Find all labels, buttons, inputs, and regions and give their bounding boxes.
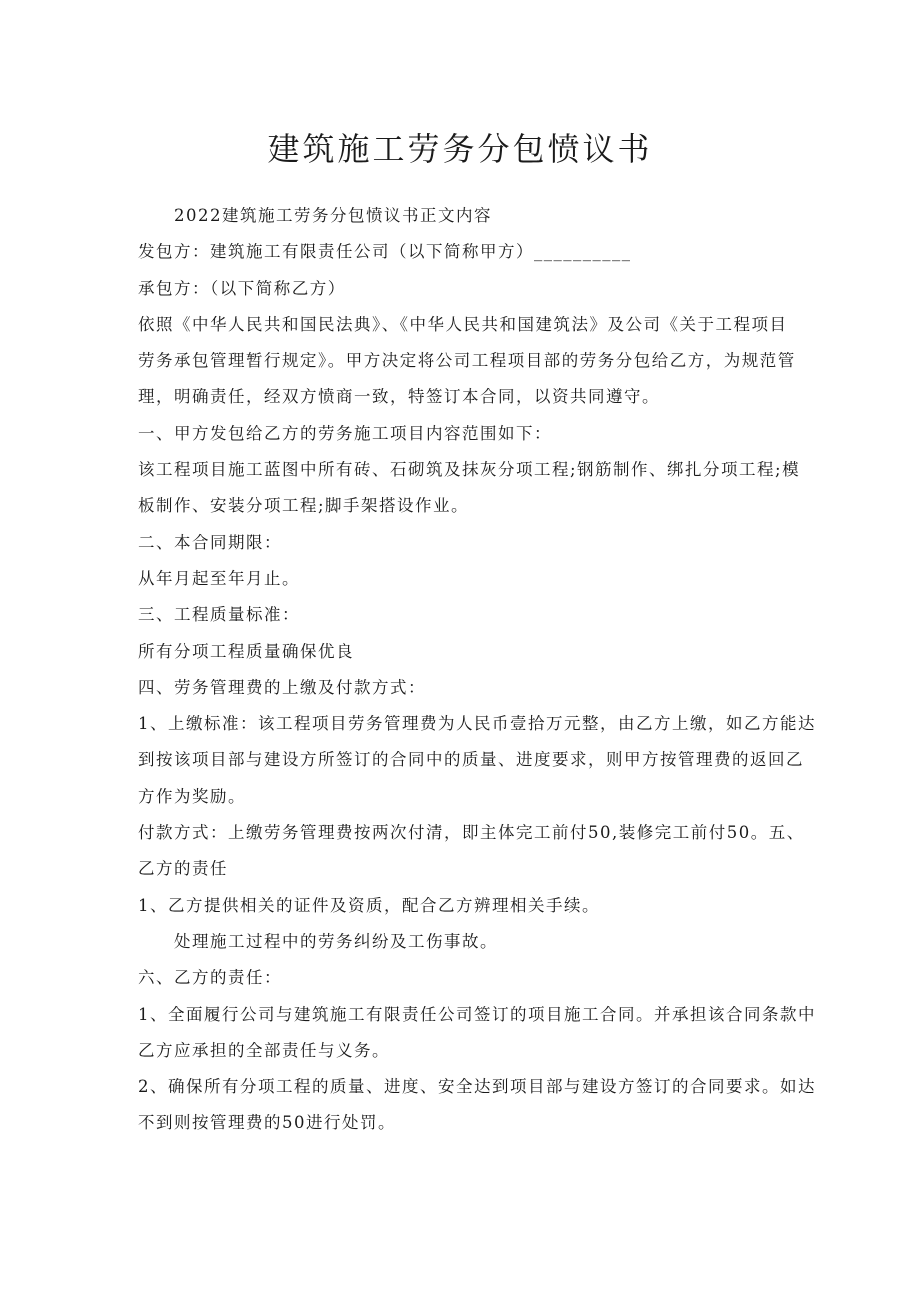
document-body xyxy=(138,198,816,1142)
section-heading: 三、工程质量标准： xyxy=(138,605,300,625)
paragraph-line: 1、全面履行公司与建筑施工有限责任公司签订的项目施工合同。并承担该合同条款中 xyxy=(138,1004,816,1024)
section-heading: 六、乙方的责任： xyxy=(138,968,282,988)
paragraph-line: 该工程项目施工蓝图中所有砖、石砌筑及抹灰分项工程;钢筋制作、绑扎分项工程;模 xyxy=(138,460,801,480)
paragraph-line: 处理施工过程中的劳务纠纷及工伤事故。 xyxy=(174,931,498,951)
paragraph-line: 方作为奖励。 xyxy=(138,786,246,806)
section-heading: 二、本合同期限： xyxy=(138,532,282,552)
paragraph-line: 不到则按管理费的50进行处罚。 xyxy=(138,1113,396,1133)
section-heading: 四、劳务管理费的上缴及付款方式： xyxy=(138,677,426,697)
paragraph-line: 到按该项目部与建设方所签订的合同中的质量、进度要求，则甲方按管理费的返回乙 xyxy=(138,750,804,770)
paragraph-line: 2、确保所有分项工程的质量、进度、安全达到项目部与建设方签订的合同要求。如达 xyxy=(138,1077,816,1097)
party-b-line: 承包方：（以下简称乙方） xyxy=(138,278,346,298)
preamble-line: 劳务承包管理暂行规定》。甲方决定将公司工程项目部的劳务分包给乙方，为规范管 xyxy=(138,351,796,371)
paragraph-line: 乙方的责任 xyxy=(138,859,228,879)
paragraph-line: 乙方应承担的全部责任与义务。 xyxy=(138,1040,390,1060)
paragraph-line: 1、上缴标准：该工程项目劳务管理费为人民币壹拾万元整，由乙方上缴，如乙方能达 xyxy=(138,714,816,734)
preamble-line: 依照《中华人民共和国民法典》、《中华人民共和国建筑法》及公司《关于工程项目 xyxy=(138,314,788,334)
document-title: 建筑施工劳务分包愤议书 xyxy=(267,130,653,168)
paragraph-line: 板制作、安装分项工程;脚手架搭设作业。 xyxy=(138,496,470,516)
paragraph-line: 1、乙方提供相关的证件及资质，配合乙方辨理相关手续。 xyxy=(138,895,600,915)
subtitle-line: 2022建筑施工劳务分包愤议书正文内容 xyxy=(174,206,492,225)
paragraph-line: 付款方式：上缴劳务管理费按两次付清，即主体完工前付50,装修完工前付50。五、 xyxy=(138,823,805,843)
paragraph-line: 从年月起至年月止。 xyxy=(138,568,300,588)
paragraph-line: 所有分项工程质量确保优良 xyxy=(138,641,354,661)
preamble-line: 理，明确责任，经双方愤商一致，特签订本合同，以资共同遵守。 xyxy=(138,387,660,407)
party-a-line: 发包方：建筑施工有限责任公司（以下简称甲方）__________ xyxy=(138,242,632,262)
section-heading: 一、甲方发包给乙方的劳务施工项目内容范围如下： xyxy=(138,423,552,443)
